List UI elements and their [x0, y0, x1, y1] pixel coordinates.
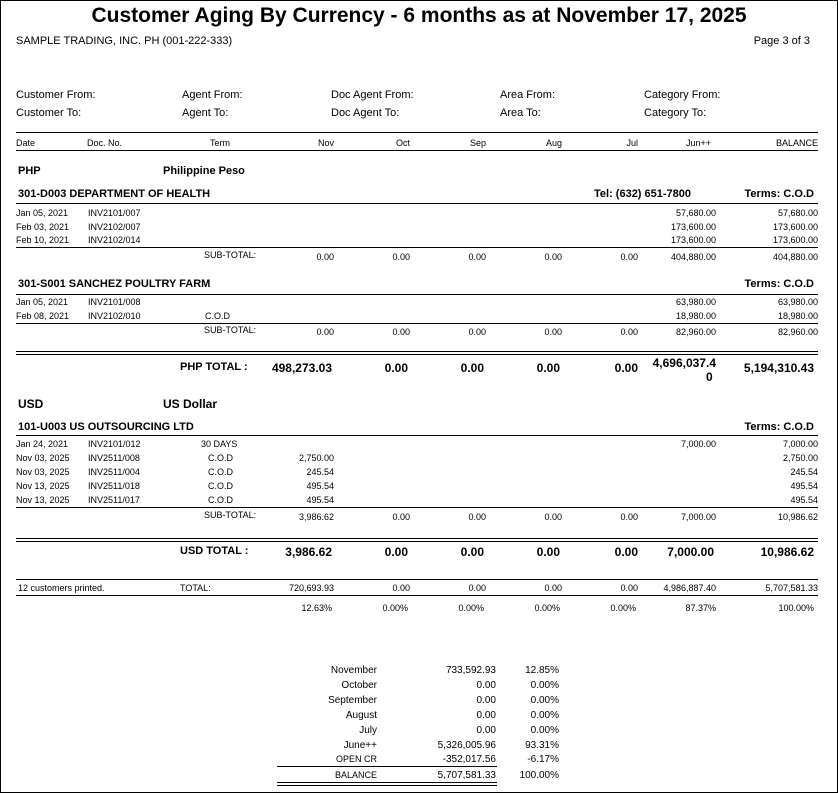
- grand-total-top-rule: [16, 579, 818, 580]
- customer-terms: Terms: C.O.D: [744, 278, 814, 290]
- cell-term: 30 DAYS: [201, 439, 238, 449]
- grand-total-nov: 720,693.93: [288, 583, 334, 593]
- column-header-jun: Jun++: [686, 138, 712, 148]
- column-header-term: Term: [210, 138, 230, 148]
- total-jun: 7,000.00: [667, 545, 714, 559]
- grand-total-aug: 0.00: [544, 583, 562, 593]
- category-to-label: Category To:: [644, 107, 707, 119]
- total-jul: 0.00: [614, 361, 638, 375]
- total-oct: 0.00: [384, 545, 408, 559]
- grand-total-oct: 0.00: [392, 583, 410, 593]
- cell-date: Nov 13, 2025: [16, 481, 70, 491]
- column-header-jul: Jul: [626, 138, 638, 148]
- cell-nov: 2,750.00: [298, 453, 334, 463]
- total-label: PHP TOTAL :: [180, 361, 248, 373]
- subtotal-oct: 0.00: [392, 327, 410, 337]
- subtotal-rule: [16, 507, 818, 508]
- cell-docno: INV2101/007: [88, 208, 141, 218]
- cell-docno: INV2102/010: [88, 311, 141, 321]
- cell-term: C.O.D: [205, 311, 231, 321]
- cell-term: C.O.D: [208, 467, 234, 477]
- area-from-label: Area From:: [500, 89, 556, 101]
- grand-total-jul: 0.00: [620, 583, 638, 593]
- cell-jun: 57,680.00: [675, 208, 716, 218]
- cell-date: Nov 13, 2025: [16, 495, 70, 505]
- page-number: Page 3 of 3: [753, 35, 810, 47]
- cell-docno: INV2511/008: [88, 453, 140, 463]
- cell-date: Jan 05, 2021: [16, 297, 69, 307]
- cell-nov: 245.54: [306, 467, 334, 477]
- subtotal-aug: 0.00: [544, 512, 562, 522]
- agent-to-label: Agent To:: [182, 107, 229, 119]
- summary-amount: 5,326,005.96: [437, 740, 496, 751]
- customer-name: 101-U003 US OUTSOURCING LTD: [18, 421, 194, 433]
- customer-tel: Tel: (632) 651-7800: [594, 188, 692, 200]
- summary-percent: 0.00%: [530, 725, 559, 736]
- category-from-label: Category From:: [644, 89, 721, 101]
- total-balance: 10,986.62: [760, 545, 814, 559]
- grand-total-sep: 0.00: [468, 583, 486, 593]
- total-jul: 0.00: [614, 545, 638, 559]
- summary-amount: 0.00: [476, 725, 496, 736]
- subtotal-oct: 0.00: [392, 252, 410, 262]
- currency-name-usd: US Dollar: [163, 397, 218, 411]
- total-nov: 3,986.62: [285, 545, 332, 559]
- cell-docno: INV2101/012: [88, 439, 141, 449]
- subtotal-rule: [16, 247, 818, 248]
- subtotal-label: SUB-TOTAL:: [204, 510, 257, 520]
- cell-jun: 63,980.00: [675, 297, 716, 307]
- summary-rule: [277, 766, 497, 767]
- cell-balance: 2,750.00: [782, 453, 818, 463]
- subtotal-jul: 0.00: [620, 327, 638, 337]
- total-jun-wrap: 0: [706, 370, 713, 384]
- subtotal-jun: 7,000.00: [680, 512, 716, 522]
- doc-agent-from-label: Doc Agent From:: [331, 89, 414, 101]
- total-oct: 0.00: [384, 361, 408, 375]
- customer-rule: [16, 294, 818, 295]
- summary-label: OPEN CR: [335, 754, 377, 764]
- cell-term: C.O.D: [208, 481, 234, 491]
- currency-code-usd: USD: [18, 397, 44, 411]
- subtotal-jul: 0.00: [620, 252, 638, 262]
- summary-percent: -6.17%: [527, 754, 559, 765]
- cell-term: C.O.D: [208, 453, 234, 463]
- customers-printed: 12 customers printed.: [18, 583, 105, 593]
- summary-label: September: [328, 695, 377, 706]
- total-aug: 0.00: [536, 545, 560, 559]
- total-label: USD TOTAL :: [180, 545, 249, 557]
- cell-balance: 7,000.00: [782, 439, 818, 449]
- summary-percent: 0.00%: [530, 695, 559, 706]
- cell-date: Nov 03, 2025: [16, 453, 70, 463]
- subtotal-label: SUB-TOTAL:: [204, 325, 257, 335]
- summary-percent: 0.00%: [530, 680, 559, 691]
- column-header-nov: Nov: [317, 138, 334, 148]
- subtotal-sep: 0.00: [468, 327, 486, 337]
- customer-to-label: Customer To:: [16, 107, 82, 119]
- cell-date: Jan 05, 2021: [16, 208, 69, 218]
- cell-docno: INV2102/014: [88, 235, 141, 245]
- customer-name: 301-S001 SANCHEZ POULTRY FARM: [18, 278, 211, 290]
- summary-amount: 0.00: [476, 680, 496, 691]
- report-title: Customer Aging By Currency - 6 months as at November 17, 2025: [91, 4, 747, 27]
- subtotal-aug: 0.00: [544, 327, 562, 337]
- cell-balance: 57,680.00: [777, 208, 818, 218]
- cell-docno: INV2511/018: [88, 481, 140, 491]
- grand-total-bottom-rule: [16, 595, 818, 596]
- summary-label: BALANCE: [334, 770, 377, 780]
- customer-rule: [16, 203, 818, 204]
- subtotal-balance: 82,960.00: [777, 327, 818, 337]
- cell-date: Feb 08, 2021: [16, 311, 70, 321]
- column-header-oct: Oct: [395, 138, 410, 148]
- grand-total-balance: 5,707,581.33: [765, 583, 818, 593]
- customer-name: 301-D003 DEPARTMENT OF HEALTH: [18, 188, 211, 200]
- summary-label: August: [345, 710, 377, 721]
- summary-percent: 0.00%: [530, 710, 559, 721]
- subtotal-label: SUB-TOTAL:: [204, 250, 257, 260]
- customer-from-label: Customer From:: [16, 89, 96, 101]
- summary-percent: 100.00%: [519, 770, 559, 781]
- subtotal-jul: 0.00: [620, 512, 638, 522]
- cell-date: Feb 10, 2021: [16, 235, 70, 245]
- percent-sep: 0.00%: [458, 603, 484, 613]
- summary-percent: 12.85%: [525, 665, 559, 676]
- doc-agent-to-label: Doc Agent To:: [331, 107, 400, 119]
- cell-date: Nov 03, 2025: [16, 467, 70, 477]
- summary-label: October: [341, 680, 377, 691]
- customer-rule: [16, 435, 818, 436]
- cell-balance: 173,600.00: [772, 235, 818, 245]
- cell-balance: 173,600.00: [772, 222, 818, 232]
- grand-total-jun: 4,986,887.40: [663, 583, 716, 593]
- agent-from-label: Agent From:: [182, 89, 243, 101]
- currency-total-rule: [16, 538, 818, 542]
- summary-double-rule: [277, 782, 497, 786]
- currency-name-php: Philippine Peso: [163, 165, 245, 177]
- summary-amount: 0.00: [476, 710, 496, 721]
- cell-balance: 245.54: [790, 467, 818, 477]
- cell-jun: 173,600.00: [670, 222, 716, 232]
- summary-amount: 0.00: [476, 695, 496, 706]
- total-nov: 498,273.03: [271, 361, 332, 375]
- cell-date: Feb 03, 2021: [16, 222, 70, 232]
- summary-label: June++: [343, 740, 377, 751]
- percent-balance: 100.00%: [778, 603, 814, 613]
- cell-jun: 173,600.00: [670, 235, 716, 245]
- column-header-aug: Aug: [545, 138, 562, 148]
- cell-balance: 63,980.00: [777, 297, 818, 307]
- subtotal-jun: 82,960.00: [675, 327, 716, 337]
- column-header-docno: Doc. No.: [87, 138, 123, 148]
- cell-docno: INV2511/004: [88, 467, 140, 477]
- cell-date: Jan 24, 2021: [16, 439, 69, 449]
- summary-amount: 5,707,581.33: [437, 770, 496, 781]
- cell-balance: 18,980.00: [777, 311, 818, 321]
- percent-oct: 0.00%: [382, 603, 408, 613]
- cell-docno: INV2101/008: [88, 297, 141, 307]
- column-header-rule: [16, 150, 818, 151]
- subtotal-nov: 0.00: [316, 327, 334, 337]
- cell-term: C.O.D: [208, 495, 234, 505]
- company-name: SAMPLE TRADING, INC. PH (001-222-333): [16, 35, 233, 47]
- total-balance: 5,194,310.43: [743, 361, 814, 375]
- subtotal-nov: 0.00: [316, 252, 334, 262]
- currency-total-rule: [16, 351, 818, 355]
- column-header-date: Date: [16, 138, 36, 148]
- summary-amount: 733,592.93: [445, 665, 496, 676]
- header-top-rule: [16, 132, 818, 133]
- subtotal-sep: 0.00: [468, 512, 486, 522]
- cell-nov: 495.54: [306, 481, 334, 491]
- total-jun: 4,696,037.4: [652, 356, 716, 370]
- cell-nov: 495.54: [306, 495, 334, 505]
- currency-code-php: PHP: [18, 165, 41, 177]
- column-header-sep: Sep: [469, 138, 486, 148]
- summary-percent: 93.31%: [525, 740, 559, 751]
- cell-docno: INV2102/007: [88, 222, 141, 232]
- subtotal-balance: 10,986.62: [777, 512, 818, 522]
- total-aug: 0.00: [536, 361, 560, 375]
- summary-label: November: [330, 665, 377, 676]
- summary-amount: -352,017.56: [442, 754, 496, 765]
- subtotal-nov: 3,986.62: [298, 512, 334, 522]
- area-to-label: Area To:: [500, 107, 541, 119]
- percent-aug: 0.00%: [534, 603, 560, 613]
- customer-terms: Terms: C.O.D: [744, 188, 814, 200]
- cell-balance: 495.54: [790, 495, 818, 505]
- subtotal-balance: 404,880.00: [772, 252, 818, 262]
- total-sep: 0.00: [460, 361, 484, 375]
- total-sep: 0.00: [460, 545, 484, 559]
- summary-label: July: [359, 725, 377, 736]
- percent-jul: 0.00%: [610, 603, 636, 613]
- cell-jun: 18,980.00: [675, 311, 716, 321]
- percent-nov: 12.63%: [301, 603, 332, 613]
- subtotal-rule: [16, 323, 818, 324]
- column-header-balance: BALANCE: [775, 138, 818, 148]
- percent-jun: 87.37%: [685, 603, 716, 613]
- cell-jun: 7,000.00: [680, 439, 716, 449]
- subtotal-oct: 0.00: [392, 512, 410, 522]
- customer-terms: Terms: C.O.D: [744, 421, 814, 433]
- cell-docno: INV2511/017: [88, 495, 140, 505]
- subtotal-jun: 404,880.00: [670, 252, 716, 262]
- grand-total-label: TOTAL:: [180, 583, 211, 593]
- cell-balance: 495.54: [790, 481, 818, 491]
- subtotal-aug: 0.00: [544, 252, 562, 262]
- subtotal-sep: 0.00: [468, 252, 486, 262]
